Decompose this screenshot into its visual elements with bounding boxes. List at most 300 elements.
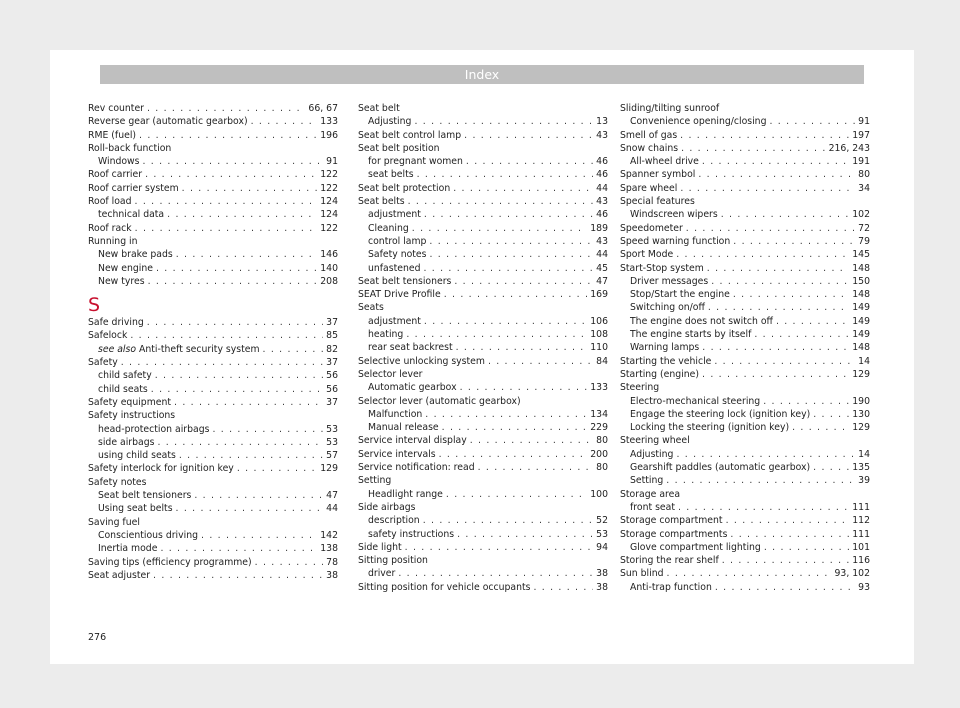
entry-label: Manual release xyxy=(368,422,439,434)
entry-page: 14 xyxy=(858,448,870,460)
index-entry xyxy=(620,142,870,155)
index-entry xyxy=(88,222,338,235)
entry-label xyxy=(88,343,260,356)
entry-label: Service notification: read xyxy=(358,462,475,474)
entry-page: 52 xyxy=(596,515,608,527)
index-entry xyxy=(620,368,870,381)
index-entry xyxy=(88,182,338,195)
entry-label: Service intervals xyxy=(358,448,436,460)
entry-label: Safety notes xyxy=(368,249,427,261)
leader-dots xyxy=(715,581,855,594)
entry-label: New brake pads xyxy=(98,249,173,261)
entry-page: 122 xyxy=(320,182,338,194)
leader-dots xyxy=(769,115,855,128)
entry-label: Locking the steering (ignition key) xyxy=(630,422,790,434)
entry-label: unfastened xyxy=(368,262,421,274)
page-title: Index xyxy=(464,67,500,82)
entry-label: All-wheel drive xyxy=(630,156,699,168)
entry-page: 124 xyxy=(320,196,338,208)
leader-dots xyxy=(714,355,855,368)
leader-dots xyxy=(442,421,588,434)
index-entry xyxy=(620,421,870,434)
entry-label: Selective unlocking system xyxy=(358,355,485,367)
leader-dots xyxy=(466,155,593,168)
leader-dots xyxy=(212,423,323,436)
entry-page: 196 xyxy=(320,129,338,141)
leader-dots xyxy=(179,449,323,462)
leader-dots xyxy=(680,129,849,142)
leader-dots xyxy=(733,235,855,248)
index-column-3 xyxy=(620,102,870,594)
leader-dots xyxy=(733,288,849,301)
entry-page: 130 xyxy=(852,408,870,420)
entry-page: 38 xyxy=(596,581,608,593)
index-entry xyxy=(620,567,870,580)
entry-label: RME (fuel) xyxy=(88,129,137,141)
entry-page: 39 xyxy=(858,475,870,487)
entry-page: 102 xyxy=(852,209,870,221)
leader-dots xyxy=(446,488,587,501)
index-entry xyxy=(620,514,870,527)
index-entry xyxy=(620,129,870,142)
leader-dots xyxy=(453,182,593,195)
index-entry xyxy=(358,235,608,248)
entry-page: 142 xyxy=(320,529,338,541)
entry-page: 13 xyxy=(596,116,608,128)
index-entry xyxy=(358,488,608,501)
leader-dots xyxy=(405,541,593,554)
index-entry xyxy=(88,449,338,462)
entry-label: Side light xyxy=(358,541,402,553)
entry-label: Windscreen wipers xyxy=(630,209,718,221)
leader-dots xyxy=(702,368,849,381)
index-entry xyxy=(620,248,870,261)
leader-dots xyxy=(160,542,317,555)
entry-label: Gearshift paddles (automatic gearbox) xyxy=(630,462,811,474)
entry-label: Automatic gearbox xyxy=(368,382,457,394)
entry-page: 34 xyxy=(858,182,870,194)
entry-page: 37 xyxy=(326,396,338,408)
index-entry xyxy=(358,275,608,288)
index-entry xyxy=(358,315,608,328)
entry-page: 133 xyxy=(590,382,608,394)
entry-label: Safety equipment xyxy=(88,396,172,408)
index-heading: Roll-back function xyxy=(88,142,172,154)
leader-dots xyxy=(255,556,323,569)
index-entry xyxy=(620,341,870,354)
index-heading: Running in xyxy=(88,235,138,247)
leader-dots xyxy=(201,529,317,542)
index-entry xyxy=(358,528,608,541)
leader-dots xyxy=(721,208,850,221)
entry-page: 46 xyxy=(596,156,608,168)
leader-dots xyxy=(707,262,849,275)
index-heading: Steering wheel xyxy=(620,435,690,447)
entry-page: 53 xyxy=(596,528,608,540)
leader-dots xyxy=(408,195,594,208)
index-heading: Setting xyxy=(358,475,392,487)
leader-dots xyxy=(174,396,323,409)
index-entry xyxy=(88,369,338,382)
leader-dots xyxy=(681,142,826,155)
leader-dots xyxy=(424,315,587,328)
index-heading: Seats xyxy=(358,302,384,314)
leader-dots xyxy=(680,182,855,195)
entry-label: Electro-mechanical steering xyxy=(630,395,761,407)
entry-label: Seat belts xyxy=(358,196,405,208)
leader-dots xyxy=(429,248,593,261)
index-entry xyxy=(620,182,870,195)
index-heading: Steering xyxy=(620,382,660,394)
entry-label: Seat belt control lamp xyxy=(358,129,462,141)
entry-label: Seat belt tensioners xyxy=(98,490,192,502)
leader-dots xyxy=(148,275,318,288)
leader-dots xyxy=(439,448,588,461)
leader-dots xyxy=(155,369,323,382)
leader-dots xyxy=(417,168,594,181)
entry-label: Glove compartment lighting xyxy=(630,541,761,553)
index-entry xyxy=(358,461,608,474)
index-page xyxy=(50,50,914,664)
entry-label: Windows xyxy=(98,156,140,168)
index-entry xyxy=(88,489,338,502)
index-entry xyxy=(620,554,870,567)
index-entry xyxy=(88,436,338,449)
entry-label: Roof rack xyxy=(88,222,132,234)
leader-dots xyxy=(423,262,593,275)
leader-dots xyxy=(533,581,593,594)
index-heading: Seat belt position xyxy=(358,142,440,154)
leader-dots xyxy=(167,208,317,221)
entry-label: Start-Stop system xyxy=(620,262,704,274)
index-entry xyxy=(358,567,608,580)
leader-dots xyxy=(764,541,849,554)
leader-dots xyxy=(813,408,849,421)
entry-page: 47 xyxy=(326,490,338,502)
entry-label: Roof load xyxy=(88,196,132,208)
index-entry xyxy=(88,343,338,356)
entry-page: 138 xyxy=(320,543,338,555)
index-entry xyxy=(358,155,608,168)
index-heading: Saving fuel xyxy=(88,516,140,528)
entry-page: 43 xyxy=(596,196,608,208)
index-entry xyxy=(88,502,338,515)
entry-page: 169 xyxy=(590,289,608,301)
index-entry xyxy=(358,341,608,354)
index-entry xyxy=(620,528,870,541)
entry-label: Smell of gas xyxy=(620,129,678,141)
section-letter: S xyxy=(88,294,101,317)
entry-label: seat belts xyxy=(368,169,414,181)
index-entry xyxy=(88,102,338,115)
see-also-label: see also xyxy=(98,343,137,355)
entry-page: 91 xyxy=(858,116,870,128)
entry-label: Saving tips (efficiency programme) xyxy=(88,556,252,568)
entry-page: 208 xyxy=(320,275,338,287)
entry-page: 91 xyxy=(326,156,338,168)
leader-dots xyxy=(147,102,305,115)
entry-page: 14 xyxy=(858,355,870,367)
index-entry xyxy=(88,168,338,181)
index-entry xyxy=(620,275,870,288)
entry-label: Speedometer xyxy=(620,222,683,234)
entry-page: 149 xyxy=(852,302,870,314)
leader-dots xyxy=(139,129,317,142)
leader-dots xyxy=(444,288,588,301)
entry-label: using child seats xyxy=(98,450,176,462)
page-number: 276 xyxy=(88,632,107,643)
entry-page: 44 xyxy=(596,249,608,261)
index-entry xyxy=(620,315,870,328)
entry-label: side airbags xyxy=(98,436,155,448)
index-entry xyxy=(358,381,608,394)
entry-label: Safelock xyxy=(88,330,128,342)
entry-page: 148 xyxy=(852,262,870,274)
entry-page: 229 xyxy=(590,422,608,434)
entry-label: Seat adjuster xyxy=(88,569,151,581)
leader-dots xyxy=(708,301,849,314)
entry-page: 45 xyxy=(596,262,608,274)
leader-dots xyxy=(676,248,849,261)
entry-page: 43 xyxy=(596,235,608,247)
index-entry xyxy=(620,581,870,594)
leader-dots xyxy=(702,341,849,354)
index-entry xyxy=(88,356,338,369)
index-heading: Sitting position xyxy=(358,555,428,567)
index-entry xyxy=(358,248,608,261)
index-entry xyxy=(620,448,870,461)
entry-page: 106 xyxy=(590,315,608,327)
entry-label: safety instructions xyxy=(368,528,455,540)
index-entry xyxy=(358,541,608,554)
leader-dots xyxy=(792,421,849,434)
entry-label: The engine does not switch off xyxy=(630,315,773,327)
entry-page: 44 xyxy=(326,503,338,515)
leader-dots xyxy=(457,528,593,541)
entry-page: 149 xyxy=(852,329,870,341)
entry-label: New engine xyxy=(98,262,153,274)
entry-label: Rev counter xyxy=(88,103,144,114)
index-entry xyxy=(620,355,870,368)
entry-label: Anti-trap function xyxy=(630,581,712,593)
entry-label: driver xyxy=(368,568,396,580)
entry-label: Using seat belts xyxy=(98,503,173,515)
entry-label: for pregnant women xyxy=(368,156,463,168)
index-entry xyxy=(620,288,870,301)
index-entry xyxy=(88,569,338,582)
index-entry xyxy=(358,355,608,368)
index-heading: Seat belt xyxy=(358,103,400,114)
index-entry xyxy=(620,115,870,128)
entry-label: Storing the rear shelf xyxy=(620,555,719,567)
entry-label: New tyres xyxy=(98,275,145,287)
index-entry xyxy=(88,248,338,261)
leader-dots xyxy=(398,567,593,580)
index-entry xyxy=(88,155,338,168)
leader-dots xyxy=(424,208,593,221)
entry-label: Safety xyxy=(88,357,118,369)
index-column-1 xyxy=(88,102,338,582)
leader-dots xyxy=(429,235,593,248)
index-entry xyxy=(88,462,338,475)
leader-dots xyxy=(678,501,849,514)
entry-page: 66, 67 xyxy=(308,103,338,114)
entry-label: child safety xyxy=(98,370,152,382)
index-entry xyxy=(88,115,338,128)
entry-page: 85 xyxy=(326,330,338,342)
entry-label: Spare wheel xyxy=(620,182,678,194)
leader-dots xyxy=(251,115,318,128)
entry-page: 82 xyxy=(326,343,338,355)
leader-dots xyxy=(470,434,593,447)
entry-label: Convenience opening/closing xyxy=(630,116,767,128)
index-heading: Selector lever (automatic gearbox) xyxy=(358,395,521,407)
entry-page: 101 xyxy=(852,541,870,553)
leader-dots xyxy=(151,383,323,396)
entry-label: Warning lamps xyxy=(630,342,700,354)
entry-page: 38 xyxy=(596,568,608,580)
entry-page: 191 xyxy=(852,156,870,168)
entry-label: Sun blind xyxy=(620,568,664,580)
entry-page: 133 xyxy=(320,116,338,128)
leader-dots xyxy=(414,115,593,128)
leader-dots xyxy=(730,528,849,541)
index-heading: Safety notes xyxy=(88,476,147,488)
entry-label: Roof carrier system xyxy=(88,182,179,194)
entry-label: Seat belt tensioners xyxy=(358,275,452,287)
index-heading: Side airbags xyxy=(358,501,416,513)
leader-dots xyxy=(153,569,323,582)
entry-page: 56 xyxy=(326,370,338,382)
entry-page: 122 xyxy=(320,169,338,181)
entry-page: 140 xyxy=(320,262,338,274)
leader-dots xyxy=(194,489,323,502)
entry-page: 47 xyxy=(596,275,608,287)
entry-label: Starting the vehicle xyxy=(620,355,712,367)
entry-page: 93 xyxy=(858,581,870,593)
leader-dots xyxy=(130,329,323,342)
entry-label: rear seat backrest xyxy=(368,342,453,354)
entry-page: 146 xyxy=(320,249,338,261)
entry-label: Starting (engine) xyxy=(620,368,700,380)
index-entry xyxy=(620,501,870,514)
leader-dots xyxy=(143,155,324,168)
index-entry xyxy=(358,115,608,128)
entry-label: Conscientious driving xyxy=(98,529,199,541)
index-entry xyxy=(358,408,608,421)
entry-page: 79 xyxy=(858,235,870,247)
index-heading: Special features xyxy=(620,196,695,208)
index-entry xyxy=(620,541,870,554)
entry-page: 111 xyxy=(852,501,870,513)
leader-dots xyxy=(711,275,849,288)
entry-page: 37 xyxy=(326,317,338,329)
entry-page: 112 xyxy=(852,515,870,527)
index-entry xyxy=(358,195,608,208)
entry-label: Safety interlock for ignition key xyxy=(88,463,234,475)
entry-page: 134 xyxy=(590,408,608,420)
entry-page: 108 xyxy=(590,329,608,341)
leader-dots xyxy=(813,461,849,474)
index-entry xyxy=(358,514,608,527)
index-entry xyxy=(88,195,338,208)
entry-page: 53 xyxy=(326,423,338,435)
entry-page: 80 xyxy=(596,462,608,474)
entry-label: Inertia mode xyxy=(98,543,158,555)
entry-label: Headlight range xyxy=(368,488,443,500)
leader-dots xyxy=(454,275,593,288)
leader-dots xyxy=(182,182,318,195)
entry-page: 122 xyxy=(320,222,338,234)
leader-dots xyxy=(263,343,324,356)
entry-label: Sitting position for vehicle occupants xyxy=(358,581,531,593)
entry-label: The engine starts by itself xyxy=(630,329,752,341)
entry-page: 135 xyxy=(852,462,870,474)
leader-dots xyxy=(488,355,593,368)
entry-label: Malfunction xyxy=(368,408,423,420)
leader-dots xyxy=(237,462,317,475)
entry-page: 44 xyxy=(596,182,608,194)
leader-dots xyxy=(460,381,588,394)
leader-dots xyxy=(722,554,850,567)
index-entry xyxy=(620,168,870,181)
index-entry xyxy=(358,222,608,235)
entry-page: 93, 102 xyxy=(834,568,870,580)
entry-label: control lamp xyxy=(368,235,427,247)
leader-dots xyxy=(478,461,594,474)
index-entry xyxy=(88,316,338,329)
leader-dots xyxy=(135,222,318,235)
leader-dots xyxy=(666,474,855,487)
index-entry xyxy=(88,423,338,436)
index-entry xyxy=(88,529,338,542)
entry-page: 150 xyxy=(852,275,870,287)
leader-dots xyxy=(135,195,318,208)
index-entry xyxy=(620,461,870,474)
entry-label: Adjusting xyxy=(630,448,674,460)
leader-dots xyxy=(145,168,317,181)
entry-page: 46 xyxy=(596,169,608,181)
entry-page: 56 xyxy=(326,383,338,395)
index-heading: Sliding/tilting sunroof xyxy=(620,103,720,114)
entry-page: 200 xyxy=(590,448,608,460)
leader-dots xyxy=(147,316,323,329)
entry-label: adjustment xyxy=(368,315,421,327)
entry-label: Switching on/off xyxy=(630,302,705,314)
index-entry xyxy=(358,328,608,341)
entry-page: 145 xyxy=(852,249,870,261)
entry-page: 80 xyxy=(858,169,870,181)
index-entry xyxy=(88,329,338,342)
entry-page: 189 xyxy=(590,222,608,234)
entry-page: 111 xyxy=(852,528,870,540)
index-entry xyxy=(358,262,608,275)
index-entry xyxy=(620,474,870,487)
entry-label: technical data xyxy=(98,209,165,221)
index-entry xyxy=(358,581,608,594)
page-header xyxy=(100,65,864,84)
index-entry xyxy=(620,235,870,248)
index-heading: Storage area xyxy=(620,488,681,500)
index-entry xyxy=(88,396,338,409)
entry-label: Service interval display xyxy=(358,435,467,447)
entry-page: 116 xyxy=(852,555,870,567)
index-entry xyxy=(620,395,870,408)
index-entry xyxy=(88,262,338,275)
entry-page: 129 xyxy=(320,463,338,475)
index-entry xyxy=(620,208,870,221)
entry-page: 57 xyxy=(326,450,338,462)
